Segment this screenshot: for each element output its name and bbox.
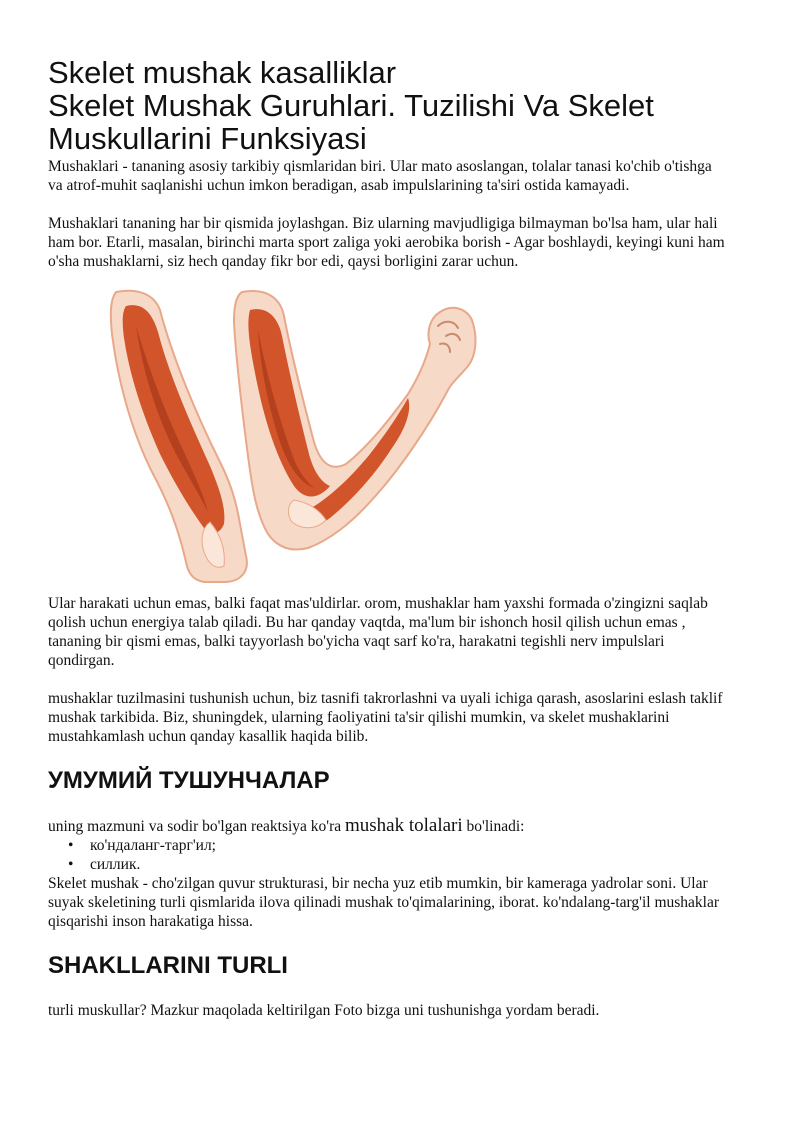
fiber-intro-end: bo'linadi: [462, 818, 525, 835]
paragraph-shapes: turli muskullar? Mazkur maqolada keltirilgan Foto bizga uni tushunishga yordam beradi. [48, 1002, 600, 1019]
paragraph-skeletal-muscle: Skelet mushak - cho'zilgan quvur strukturasi, bir necha yuz etib mumkin, bir kameraga yadrolar soni. Ular suyak skeletining turli qismlarida ilova qilinadi mushak to'qimalarining, iborat. ko'ndalang-targ'il mushaklar qisqarishi inson harakatiga hissa. [48, 875, 720, 930]
bullet-icon: • [68, 856, 74, 873]
fiber-type-list [48, 836, 728, 874]
list-item-text: ко'ндаланг-тарг'ил; [90, 837, 216, 854]
title-line-3: Muskullarini Funksiyasi [48, 121, 367, 156]
fiber-intro-text: uning mazmuni va sodir bo'lgan reaktsiya ko'ra [48, 818, 345, 835]
paragraph-intro: Mushaklari - tananing asosiy tarkibiy qismlaridan biri. Ular mato asoslangan, tolalar tanasi ko'chib o'tishga va atrof-muhit saqlanishi uchun imkon beradigan, asab impulslarining ta'siri ostida kamayadi. [48, 158, 712, 194]
paragraph-location: Mushaklari tananing har bir qismida joylashgan. Biz ularning mavjudligiga bilmayman bo'lsa ham, ular hali ham bor. Etarli, masalan, birinchi marta sport zaliga yoki aerobika borish - Agar boshlaydi, keyingi kuni ham o'sha mushaklarni, siz hech qanday fikr bor edi, qaysi borligini zarar uchun. [48, 215, 725, 270]
arm-muscle-image [108, 286, 508, 589]
list-item [68, 836, 728, 855]
list-item-text: силлик. [90, 856, 141, 873]
page-title [48, 56, 728, 155]
list-item [68, 855, 728, 874]
title-line-1: Skelet mushak kasalliklar [48, 55, 397, 90]
paragraph-structure: mushaklar tuzilmasini tushunish uchun, biz tasnifi takrorlashni va uyali ichiga qarash, asoslarini eslash taklif mushak tarkibida. Biz, shuningdek, ularning faoliyatini ta'sir qilishi mumkin, va skelet mushaklarini mustahkamlash uchun qanday kasallik haqida bilib. [48, 690, 723, 745]
section-heading-shapes: SHAKLLARINI TURLI [48, 952, 288, 979]
paragraph-movement: Ular harakati uchun emas, balki faqat mas'uldirlar. orom, mushaklar ham yaxshi formada o'zingizni saqlab qolish uchun energiya talab qiladi. Bu har qanday vaqtda, ma'lum bir ishonch hosil qilish uchun emas , tananing bir qismi emas, balki tayyorlash bo'yicha vaqt sarf ko'ra, harakatni tegishli nerv impulslari qondirgan. [48, 595, 708, 669]
bullet-icon: • [68, 837, 74, 854]
title-line-2: Skelet Mushak Guruhlari. Tuzilishi Va Skelet [48, 88, 654, 123]
paragraph-fiber-types [48, 816, 728, 836]
fiber-highlight-text: mushak tolalari [345, 815, 463, 836]
section-heading-general: УМУМИЙ ТУШУНЧАЛАР [48, 767, 330, 794]
arm-muscle-illustration [48, 286, 728, 589]
article [48, 56, 728, 1020]
